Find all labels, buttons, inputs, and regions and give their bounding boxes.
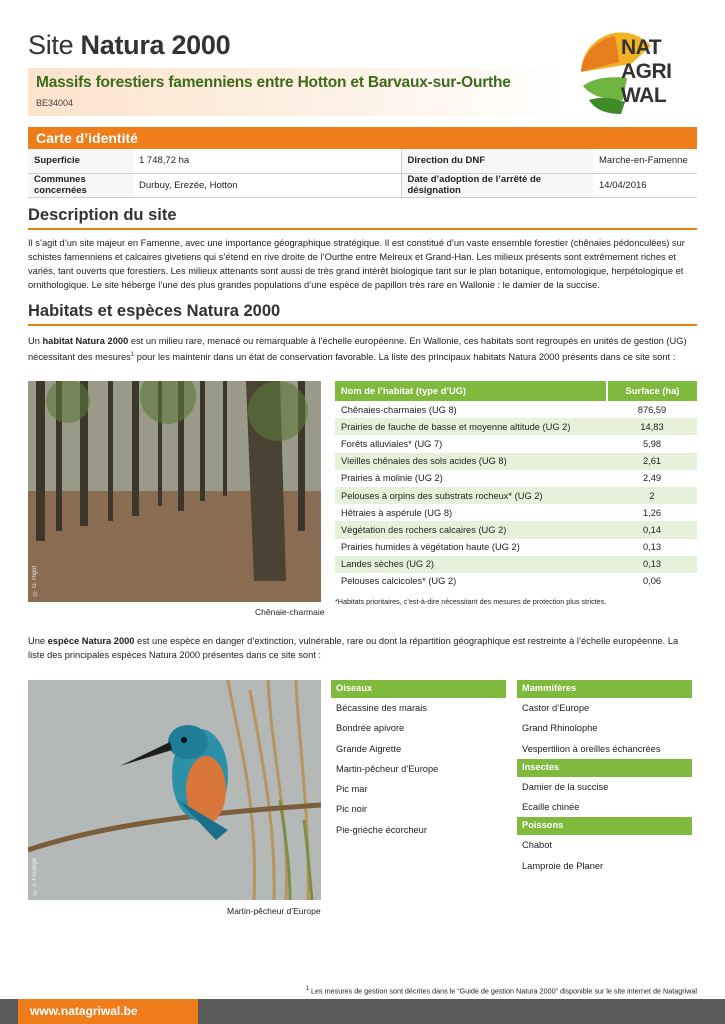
kingfisher-photo: [28, 680, 321, 900]
divider: [28, 324, 697, 326]
list-item: Pic mar: [336, 784, 368, 795]
list-item: Lamproie de Planer: [522, 860, 604, 871]
divider: [28, 228, 697, 230]
list-item: Pie-grièche écorcheur: [336, 824, 427, 835]
list-item: Damier de la succise: [522, 781, 609, 792]
list-item: Chabot: [522, 840, 552, 851]
list-item: Vespertilion à oreilles échancrées: [522, 743, 661, 754]
list-item: Pic noir: [336, 804, 368, 815]
birds-list: [331, 680, 506, 840]
table-row: Communes concernées Durbuy, Erezée, Hotton Date d’adoption de l’arrêté de désignation 14/04/2016: [28, 173, 697, 197]
list-item: Ecaille chinée: [522, 802, 580, 813]
mammals-list: [517, 680, 692, 876]
list-item: Bécassine des marais: [336, 703, 427, 713]
description-heading: Description du site: [28, 206, 177, 224]
table-row: Chênaies-charmaies (UG 8) 876,59: [341, 404, 667, 415]
list-item: Castor d’Europe: [522, 703, 590, 713]
habitats-intro: Un habitat Natura 2000 est un milieu rare, menacé ou remarquable à l’échelle européenne. En Wallonie, ces habitats sont regroupés en unités de gestion (UG) nécessitant des mesures$^1$ pour les maintenir dans un état de conservation favorable. La liste des principaux habitats Natura 2000 présents dans ce site sont :: [28, 336, 687, 363]
table-row: Prairies à molinie (UG 2) 2,49: [341, 473, 662, 484]
table-row: Superficie 1 748,72 ha Direction du DNF Marche-en-Famenne: [28, 149, 697, 173]
species-intro: Une espèce Natura 2000 est une espèce en danger d’extinction, vulnérable, rare ou dont la répartition géographique est restreinte à l’échelle européenne. La liste des principales espèces Natura 2000 présentes dans ce site sont :: [28, 636, 679, 660]
forest-photo-caption: Chênaie-charmaie: [255, 607, 325, 617]
insects-heading: Insectes: [517, 759, 692, 777]
site-subtitle: Massifs forestiers famenniens entre Hotton et Barvaux-sur-Ourthe: [36, 74, 511, 91]
site-code: BE34004: [36, 98, 74, 108]
table-row: Hêtraies à aspérule (UG 8) 1,26: [341, 507, 662, 518]
table-row: Vieilles chênaies des sols acides (UG 8) 2,61: [335, 453, 697, 470]
logo-wordmark: NAT AGRI WAL: [621, 36, 672, 107]
table-row: Prairies de fauche de basse et moyenne altitude (UG 2) 14,83: [335, 418, 697, 435]
list-item: Grande Aigrette: [336, 743, 402, 754]
photo-credit: © G. Rigot: [32, 566, 38, 596]
table-row: Pelouses à orpins des substrats rocheux* (UG 2) 2: [335, 487, 697, 504]
habitats-table: [335, 381, 697, 590]
table-row: Landes sèches (UG 2) 0,13: [335, 556, 697, 573]
table-header-row: Nom de l’habitat (type d’UG) Surface (ha): [335, 381, 697, 401]
forest-photo: [28, 381, 321, 602]
table-row: Forêts alluviales* (UG 7) 5,98: [341, 438, 662, 449]
list-item: Martin-pêcheur d’Europe: [336, 763, 439, 774]
photo-credit: © J. Fouarge: [32, 857, 38, 894]
list-item: Bondrée apivore: [336, 723, 405, 734]
mammals-heading: Mammifères: [517, 680, 692, 698]
kingfisher-photo-caption: Martin-pêcheur d’Europe: [227, 906, 321, 916]
fish-heading: Poissons: [517, 817, 692, 835]
table-row: Pelouses calcicoles* (UG 2) 0,06: [341, 576, 662, 587]
habitats-heading: Habitats et espèces Natura 2000: [28, 302, 281, 320]
birds-heading: Oiseaux: [331, 680, 506, 698]
table-row: Prairies humides à végétation haute (UG 2) 0,13: [341, 542, 662, 553]
description-text: Il s’agit d’un site majeur en Famenne, avec une importance géographique stratégique. Il est constitué d’un vaste ensemble forestier (chênaies pédonculées) sur schistes famenniens et calcaires givetiens qui s’étend en rive droite de l’Ourthe entre Melreux et Grand-Han. Les milieux présents sont extrêmement riches et variés, tant ouverts que forestiers. Les milieux attenants sont aussi de très grand intérêt biologique tant sur le plan botanique, entomologique, herpétologique et ornithologique. Le site héberge l’une des plus grandes populations d’une espèce de papillon très rare en Wallonie : le damier de la succise.: [28, 238, 685, 290]
identity-banner: Carte d’identité: [28, 127, 697, 149]
identity-table: [28, 149, 697, 198]
table-row: Végétation des rochers calcaires (UG 2) 0,14: [335, 521, 697, 538]
page-title: Site Natura 2000: [28, 30, 231, 60]
website-link[interactable]: www.natagriwal.be: [18, 999, 198, 1024]
habitats-table-note: *Habitats prioritaires, c’est-à-dire nécessitant des mesures de protection plus strictes.: [335, 597, 607, 606]
list-item: Grand Rhinolophe: [522, 723, 598, 734]
footnote: $^1$ Les mesures de gestion sont décrites dans le “Guide de gestion Natura 2000” disponible sur le site internet de Natagriwal: [305, 986, 697, 996]
